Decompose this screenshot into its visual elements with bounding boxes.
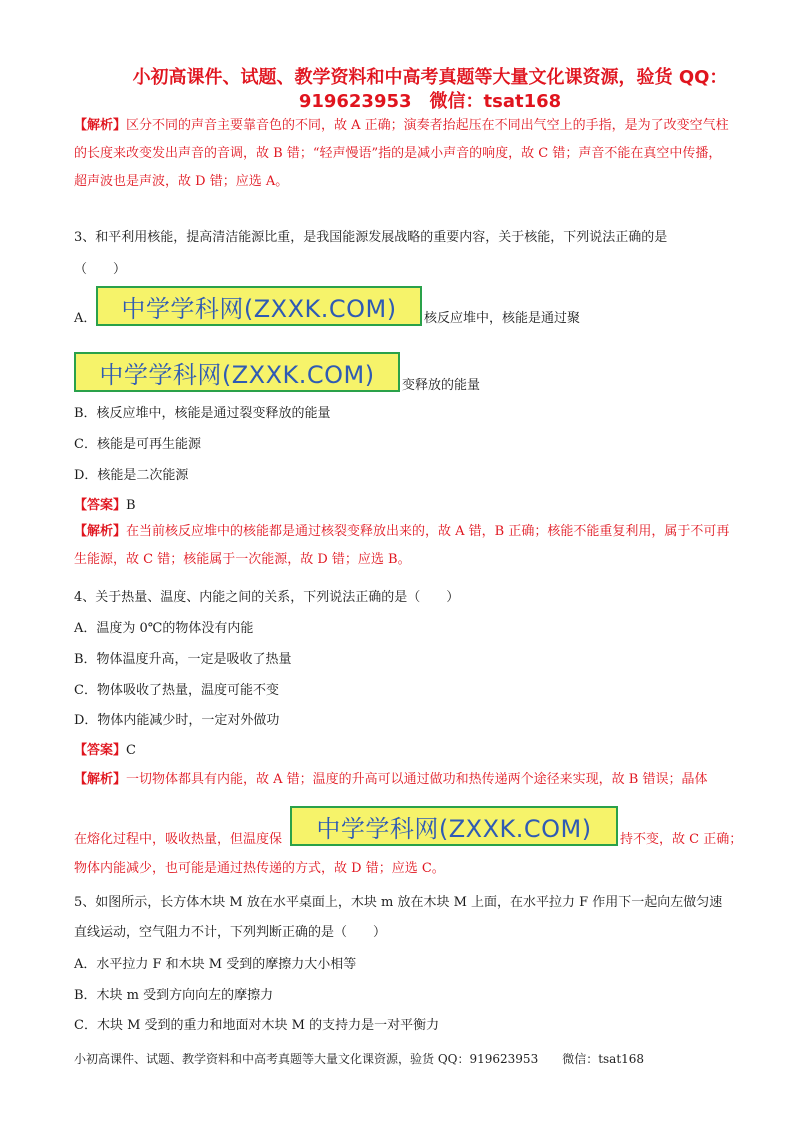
- q4-option-a: A．温度为 0℃的物体没有内能: [74, 621, 254, 636]
- q3-answer-value: B: [126, 498, 136, 513]
- q3-stem-line1: 3、和平利用核能，提高清洁能源比重，是我国能源发展战略的重要内容，关于核能，下列说法正确的是: [74, 230, 668, 245]
- watermark-image: [96, 286, 422, 326]
- page-footer: 小初高课件、试题、教学资料和中高考真题等大量文化课资源，验货 QQ：919623953 微信：tsat168: [74, 1052, 645, 1066]
- q4-analysis-line2-head: 在熔化过程中，吸收热量，但温度保: [74, 832, 283, 847]
- analysis-tag: 【解析】: [74, 118, 127, 133]
- intro-analysis-text: 区分不同的声音主要靠音色的不同，故 A 正确；演奏者抬起压在不同出气空上的手指，是为了改变空气柱的长度来改变发出声音的音调，故 B 错；“轻声慢语”指的是减小声音的响度，故 C 错；声音不能在真空中传播，超声波也是声波，故 D 错；应选 A。: [74, 118, 729, 189]
- answer-tag: 【答案】: [74, 743, 127, 758]
- header-banner-line2: 919623953 微信：tsat168: [298, 91, 562, 112]
- q3-option-d: D．核能是二次能源: [74, 468, 189, 483]
- q3-option-a-tail: 核反应堆中，核能是通过聚: [424, 311, 581, 326]
- q3-analysis-text: 在当前核反应堆中的核能都是通过核裂变释放出来的，故 A 错，B 正确；核能不能重复利用，属于不可再生能源，故 C 错；核能属于一次能源，故 D 错；应选 B。: [74, 524, 730, 567]
- answer-tag: 【答案】: [74, 498, 127, 513]
- q3-option-a-prefix: A．: [74, 311, 97, 326]
- q4-analysis-line2-tail: 持不变，故 C 正确；: [620, 832, 743, 847]
- q4-answer: [74, 741, 136, 761]
- q3-option-b: B．核反应堆中，核能是通过裂变释放的能量: [74, 406, 331, 421]
- q3-option-c: C．核能是可再生能源: [74, 437, 201, 452]
- intro-analysis: [74, 112, 734, 196]
- q5-stem-line1: 5、如图所示，长方体木块 M 放在水平桌面上，木块 m 放在木块 M 上面，在水平拉力 F 作用下一起向左做匀速: [74, 895, 723, 910]
- q3-answer: [74, 496, 136, 516]
- q3-stem-line2: （ ）: [74, 262, 127, 277]
- watermark-text: 中学学科网(ZXXK.COM): [316, 814, 592, 843]
- q4-option-b: B．物体温度升高，一定是吸收了热量: [74, 652, 292, 667]
- q4-answer-value: C: [126, 743, 136, 758]
- q3-analysis: [74, 518, 734, 574]
- q4-stem: 4、关于热量、温度、内能之间的关系，下列说法正确的是（ ）: [74, 590, 460, 605]
- q4-analysis-line3: 物体内能减少，也可能是通过热传递的方式，故 D 错；应选 C。: [74, 861, 445, 876]
- q3-option-a-cont: 变释放的能量: [402, 378, 481, 393]
- watermark-image: [74, 352, 400, 392]
- q5-option-c: C．木块 M 受到的重力和地面对木块 M 的支持力是一对平衡力: [74, 1018, 440, 1033]
- watermark-text: 中学学科网(ZXXK.COM): [99, 360, 375, 389]
- header-banner-line1: 小初高课件、试题、教学资料和中高考真题等大量文化课资源，验货 QQ：: [132, 67, 728, 88]
- q4-option-d: D．物体内能减少时，一定对外做功: [74, 713, 280, 728]
- q5-option-a: A．水平拉力 F 和木块 M 受到的摩擦力大小相等: [74, 957, 357, 972]
- q4-analysis-line1-text: 一切物体都具有内能，故 A 错；温度的升高可以通过做功和热传递两个途径来实现，故 B 错误；晶体: [126, 772, 708, 787]
- q5-option-b: B．木块 m 受到方向向左的摩擦力: [74, 988, 274, 1003]
- analysis-tag: 【解析】: [74, 772, 127, 787]
- analysis-tag: 【解析】: [74, 524, 127, 539]
- q5-stem-line2: 直线运动，空气阻力不计，下列判断正确的是（ ）: [74, 925, 387, 940]
- q4-option-c: C．物体吸收了热量，温度可能不变: [74, 683, 279, 698]
- watermark-text: 中学学科网(ZXXK.COM): [121, 294, 397, 323]
- q4-analysis-line1: [74, 770, 708, 790]
- watermark-image: [290, 806, 618, 846]
